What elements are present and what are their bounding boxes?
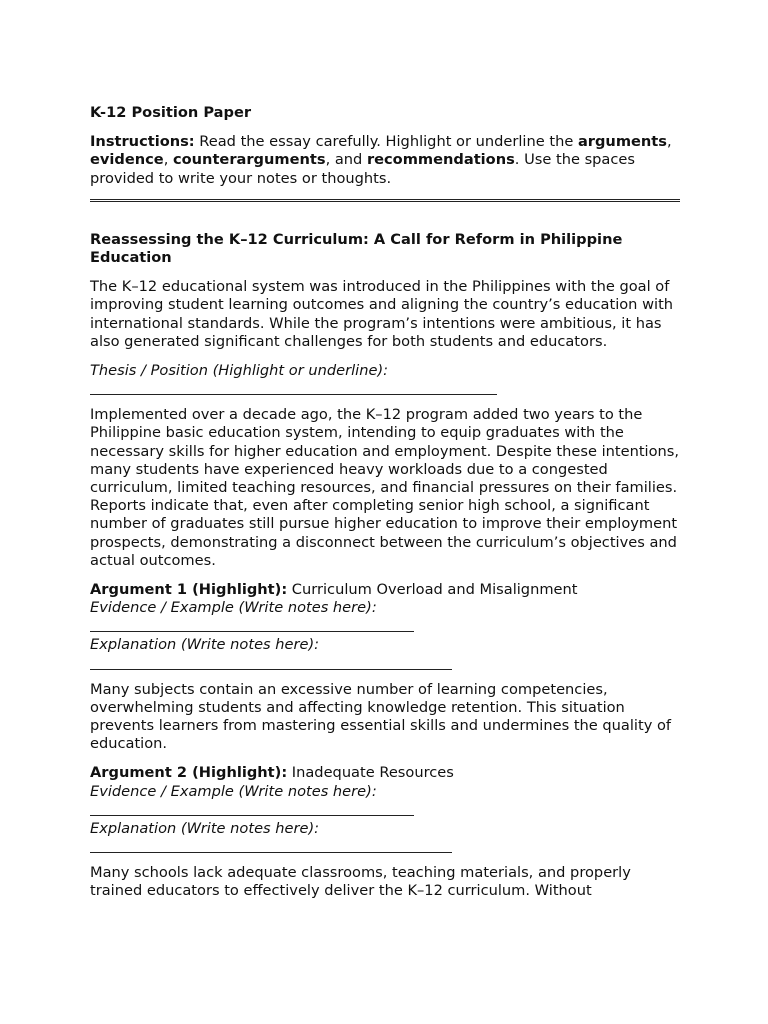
intro-paragraph: The K–12 educational system was introduced in the Philippines with the goal of improving student learning outcomes and aligning the country’s education with international standards. While the program’s intentions were ambitious, it has also generated significant challenges for both students and educators. — [90, 278, 674, 350]
thesis-block — [90, 362, 680, 395]
argument-2-explanation-prompt: Explanation (Write notes here): — [90, 819, 320, 837]
thesis-prompt: Thesis / Position (Highlight or underline): — [90, 362, 389, 380]
document-title: K-12 Position Paper — [90, 104, 252, 121]
keyword-arguments: arguments — [577, 133, 667, 151]
argument-1-evidence-prompt: Evidence / Example (Write notes here): — [90, 599, 377, 617]
instructions-paragraph — [90, 133, 680, 188]
document-page — [90, 104, 680, 912]
argument-1-topic: Curriculum Overload and Misalignment — [287, 581, 578, 599]
thesis-answer-line[interactable] — [90, 380, 497, 395]
keyword-recommendations: recommendations — [366, 151, 515, 169]
instructions-sep-1: , — [666, 133, 672, 151]
instructions-text-2: . Use the spaces provided to write your notes or thoughts. — [90, 151, 635, 187]
argument-1-evidence-line[interactable] — [90, 617, 414, 632]
argument-2-body: Many schools lack adequate classrooms, teaching materials, and properly trained educators to effectively deliver the K–12 curriculum. Without — [90, 864, 631, 900]
argument-1-heading — [90, 581, 680, 599]
argument-1-label: Argument 1 (Highlight): — [90, 581, 288, 599]
essay-title: Reassessing the K–12 Curriculum: A Call for Reform in Philippine Education — [90, 230, 623, 267]
instructions-sep-2: , — [163, 151, 173, 169]
keyword-counterarguments: counterarguments — [172, 151, 326, 169]
argument-1-body: Many subjects contain an excessive number of learning competencies, overwhelming students and affecting knowledge retention. This situation prevents learners from mastering essential skills and undermines the quality of education. — [90, 680, 672, 753]
argument-2-heading — [90, 764, 680, 782]
keyword-evidence: evidence — [90, 151, 164, 169]
argument-2-explanation-line[interactable] — [90, 838, 452, 853]
instructions-text-1: Read the essay carefully. Highlight or underline the — [194, 133, 578, 151]
argument-2-evidence-line[interactable] — [90, 801, 414, 816]
argument-2-block — [90, 764, 680, 853]
instructions-sep-3: , and — [325, 151, 367, 169]
argument-1-explanation-prompt: Explanation (Write notes here): — [90, 636, 320, 654]
argument-2-label: Argument 2 (Highlight): — [90, 764, 288, 782]
background-paragraph: Implemented over a decade ago, the K–12 program added two years to the Philippine basic education system, intending to equip graduates with the necessary skills for higher education and employment. Despite these intentions, many students have experienced heavy workloads due to a congested curriculum, limited teaching resources, and financial pressures on their families. Reports indicate that, even after completing senior high school, a significant number of graduates still pursue higher education to improve their employment prospects, demonstrating a disconnect between the curriculum’s objectives and actual outcomes. — [90, 406, 680, 569]
instructions-label: Instructions: — [90, 133, 195, 151]
section-divider — [90, 199, 680, 202]
argument-2-topic: Inadequate Resources — [287, 764, 454, 782]
argument-1-explanation-line[interactable] — [90, 655, 452, 670]
argument-2-evidence-prompt: Evidence / Example (Write notes here): — [90, 782, 377, 800]
argument-1-block — [90, 581, 680, 670]
